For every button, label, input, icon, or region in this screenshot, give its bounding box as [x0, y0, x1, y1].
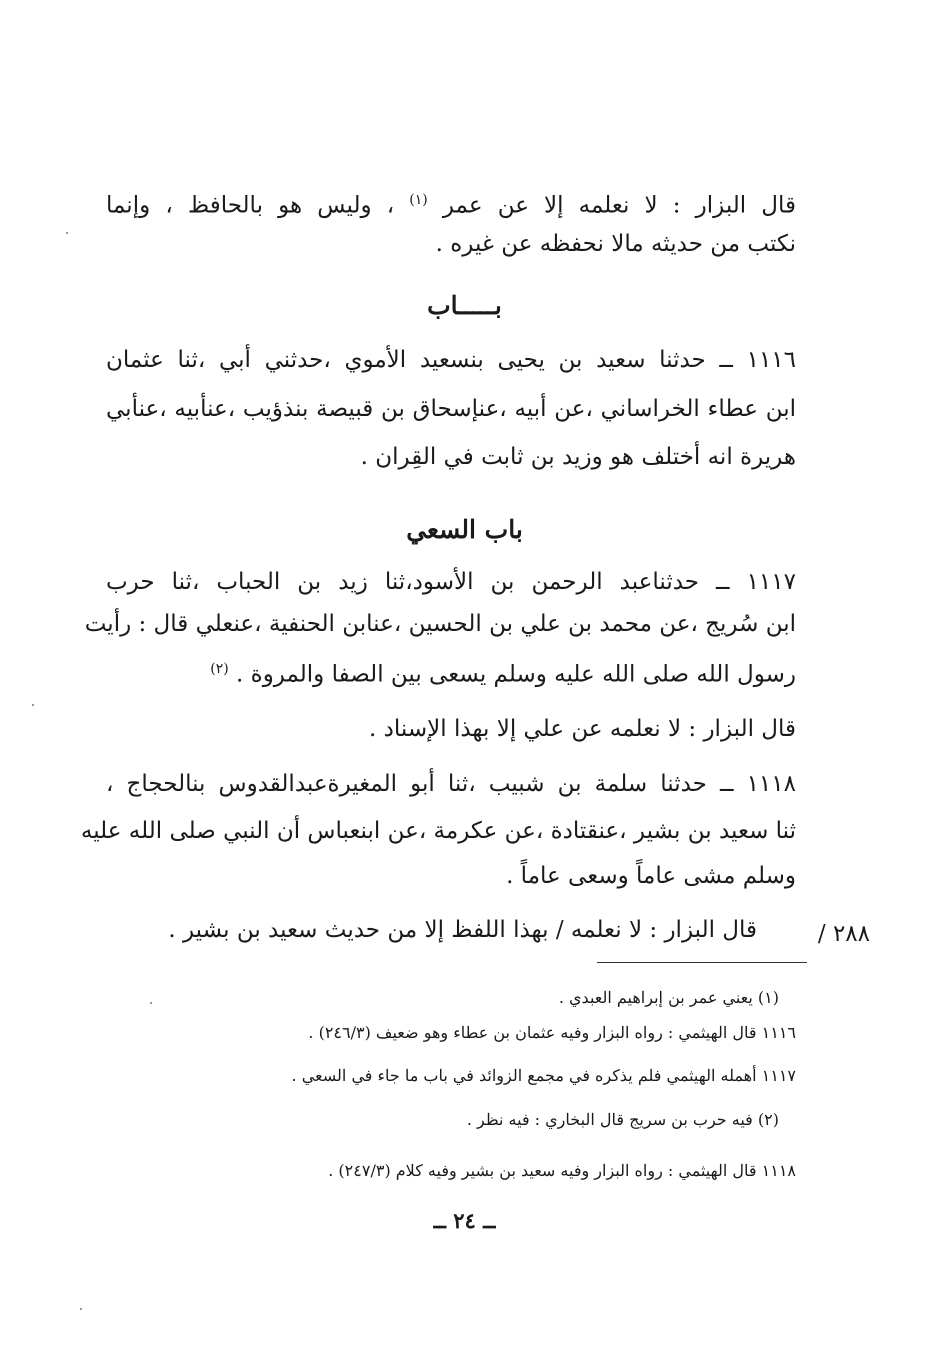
footnote-separator — [597, 962, 807, 963]
footnote-reference: (١) — [409, 192, 428, 208]
hadith-1118-line-1: ١١١٨ ــ حدثنا سلمة بن شبيب ،ثنا أبو المغيرةعبدالقدوس بنالحجاج ، — [106, 771, 796, 797]
footnote: ١١١٧ أهمله الهيثمي فلم يذكره في مجمع الزوائد في باب ما جاء في السعي . — [291, 1066, 796, 1085]
footnote: ١١١٨ قال الهيثمي : رواه البزار وفيه سعيد بن بشير وفيه كلام (٢٤٧/٣) . — [328, 1161, 796, 1180]
hadith-1117-line-2: ابن سُريج ،عن محمد بن علي بن الحسين ،عنابن الحنفية ،عنعلي قال : رأيت — [84, 611, 796, 637]
bazzar-comment: قال البزار : لا نعلمه / بهذا اللفظ إلا من حديث سعيد بن بشير . — [168, 917, 757, 943]
margin-folio-number: ٢٨٨ / — [817, 921, 870, 947]
scan-speck — [80, 1308, 82, 1310]
hadith-1118-line-2: ثنا سعيد بن بشير ،عنقتادة ،عن عكرمة ،عن ابنعباس أن النبي صلى الله عليه — [80, 818, 796, 844]
scan-speck — [150, 1002, 152, 1004]
hadith-1117-line-3 — [106, 653, 796, 691]
hadith-1116-line-3: هريرة انه أختلف هو وزيد بن ثابت في القِران . — [360, 444, 796, 470]
section-heading: باب السعي — [406, 515, 523, 544]
hadith-1117-line-1: ١١١٧ ــ حدثناعبد الرحمن بن الأسود،ثنا زيد بن الحباب ،ثنا حرب — [106, 569, 796, 595]
footnote-reference: (٢) — [210, 661, 229, 677]
text-segment: ، وليس هو بالحافظ ، وإنما — [106, 192, 395, 219]
footnote: (٢) فيه حرب بن سريج قال البخاري : فيه نظر . — [466, 1110, 779, 1129]
page-number: ــ ٢٤ ــ — [433, 1208, 496, 1233]
hadith-1116-line-1: ١١١٦ ــ حدثنا سعيد بن يحيى بنسعيد الأموي ،حدثني أبي ،ثنا عثمان — [106, 347, 797, 373]
section-heading: بـــــاب — [427, 291, 502, 320]
footnote: (١) يعني عمر بن إبراهيم العبدي . — [558, 988, 779, 1007]
footnote: ١١١٦ قال الهيثمي : رواه البزار وفيه عثمان بن عطاء وهو ضعيف (٢٤٦/٣) . — [308, 1023, 796, 1042]
text-line — [106, 184, 796, 222]
text-line: نكتب من حديثه مالا نحفظه عن غيره . — [435, 231, 796, 257]
text-segment: قال البزار : لا نعلمه إلا عن عمر — [442, 192, 796, 219]
text-segment: رسول الله صلى الله عليه وسلم يسعى بين الصفا والمروة . — [236, 661, 796, 688]
bazzar-comment: قال البزار : لا نعلمه عن علي إلا بهذا الإسناد . — [369, 716, 796, 742]
hadith-1116-line-2: ابن عطاء الخراساني ،عن أبيه ،عنإسحاق بن قبيصة بنذؤيب ،عنأبيه ،عنأبي — [106, 396, 796, 422]
hadith-1118-line-3: وسلم مشى عاماً وسعى عاماً . — [506, 863, 796, 889]
scan-speck — [32, 704, 34, 706]
scan-speck — [66, 232, 68, 234]
